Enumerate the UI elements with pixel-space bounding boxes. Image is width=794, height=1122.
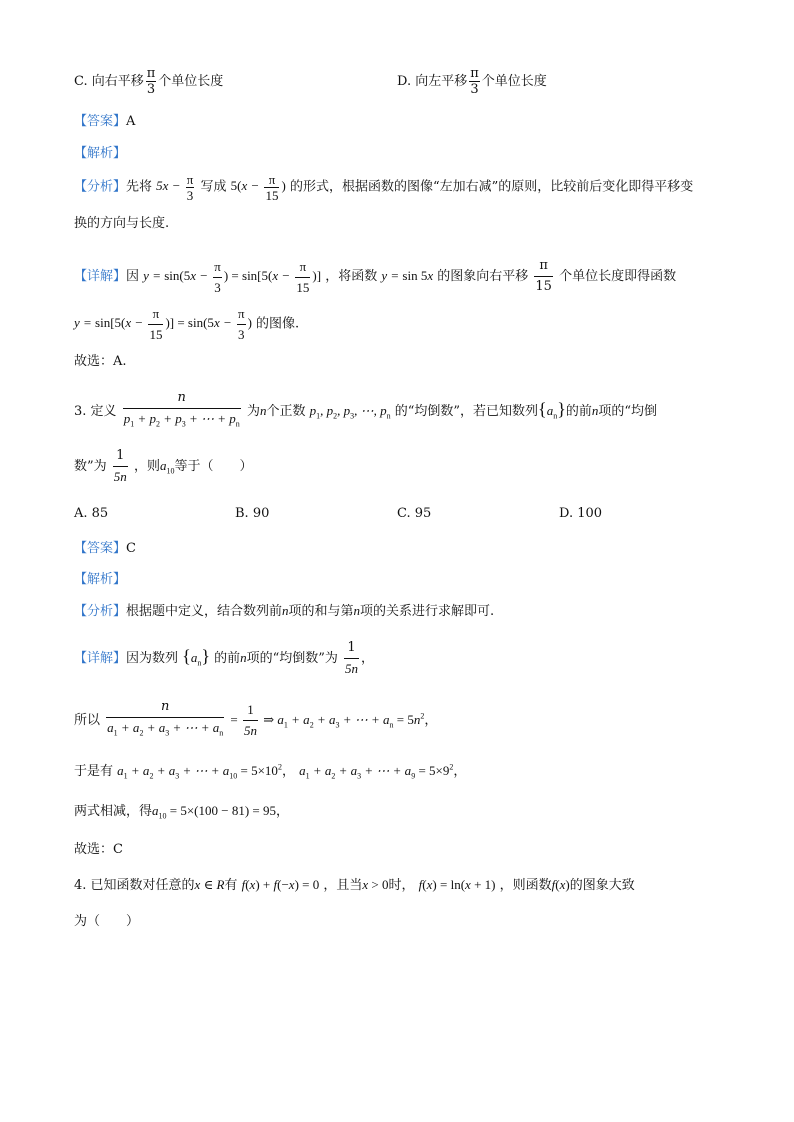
q3-then: 于是有 $a_1 + a_2 + a_3$ + ⋯ + $a_{10} = 5\times 10^2$， $a_1 + a_2 + a_3$ + ⋯ + $a_9 = 5\times 9^2$， [74,762,467,781]
q4-stem-cont: 为（ ） [74,914,140,929]
q2-detail-cont: y = sin[5(x − $\frac{\pi}{15}$ )] = sin(5x − $\frac{\pi}{3}$ ) 的图像. [74,306,300,342]
q2-detail: 【详解】因 y = sin(5x − $\frac{\pi}{3}$ ) = sin[5(x − $\frac{\pi}{15}$ )] ，将函数 y = sin 5x 的图象向右平移 $\frac{\pi}{15}$ 个单位长度即得函数 [74,258,677,295]
pi-over-3-fraction: $\frac{\pi}{3}$ [146,66,156,97]
q3-option-b: B. 90 [235,506,270,521]
q3-option-c: C. 95 [397,506,432,521]
q3-option-d: D. 100 [559,506,603,521]
q3-detail: 【详解】因为数列 $\{a_n\}$ 的前n项的“均倒数”为 $\frac{1}{5n}$ ， [74,640,375,676]
q2-choose: 故选：A. [74,354,127,369]
q3-option-a: A. 85 [74,506,109,521]
q4-stem: 4. 已知函数对任意的x ∈ R有 f(x) + f(−x) = 0 ，且当x > 0时， f(x) = ln(x + 1) ，则函数f(x)的图象大致 [74,877,635,893]
q3-answer: 【答案】C [74,541,136,556]
q3-choose: 故选：C [74,842,123,857]
option-d-prefix: D. 向左平移 [397,74,468,89]
q2-fenxi-cont: 换的方向与长度. [74,216,170,231]
q3-analysis-label: 【解析】 [74,572,127,587]
q2-answer: 【答案】A [74,114,136,129]
q3-subtract: 两式相减，得$a_{10} = 5\times(100 - 81) = 95$， [74,803,290,821]
q3-stem: 3. 定义 $\frac{n}{p_1 + p_2 + p_3 + \cdots + p_n}$ 为n个正数 $p_1$, $p_2$, $p_3$, ⋯, $p_n$ 的“均倒数”，若已知数列$\{a_n\}$的前n项的“均倒 [74,390,657,429]
q2-fenxi: 【分析】先将 5x − $\frac{\pi}{3}$ 写成 5(x − $\frac{\pi}{15}$ ) 的形式，根据函数的图像“左加右减”的原则，比较前后变化即得平移变 [74,172,694,203]
pi-over-3-fraction: $\frac{\pi}{3}$ [470,66,479,97]
answer-label: 【答案】 [74,114,127,129]
q3-stem-cont: 数”为 $\frac{1}{5n}$ ，则$a_{10}$等于（ ） [74,448,253,484]
option-c [74,66,223,97]
q2-analysis-label: 【解析】 [74,146,127,161]
q3-fenxi: 【分析】根据题中定义，结合数列前n项的和与第n项的关系进行求解即可. [74,603,495,619]
q3-so: 所以 $\frac{n}{a_1 + a_2 + a_3 + \cdots + a_n}$ = $\frac{1}{5n}$ ⇒ $a_1 + a_2 + a_3$ + ⋯ + $a_n = 5n^2$， [74,699,438,739]
option-d-suffix: 个单位长度 [481,74,547,89]
option-c-prefix: C. 向右平移 [74,74,144,89]
option-d [397,66,547,97]
option-c-suffix: 个单位长度 [158,74,224,89]
